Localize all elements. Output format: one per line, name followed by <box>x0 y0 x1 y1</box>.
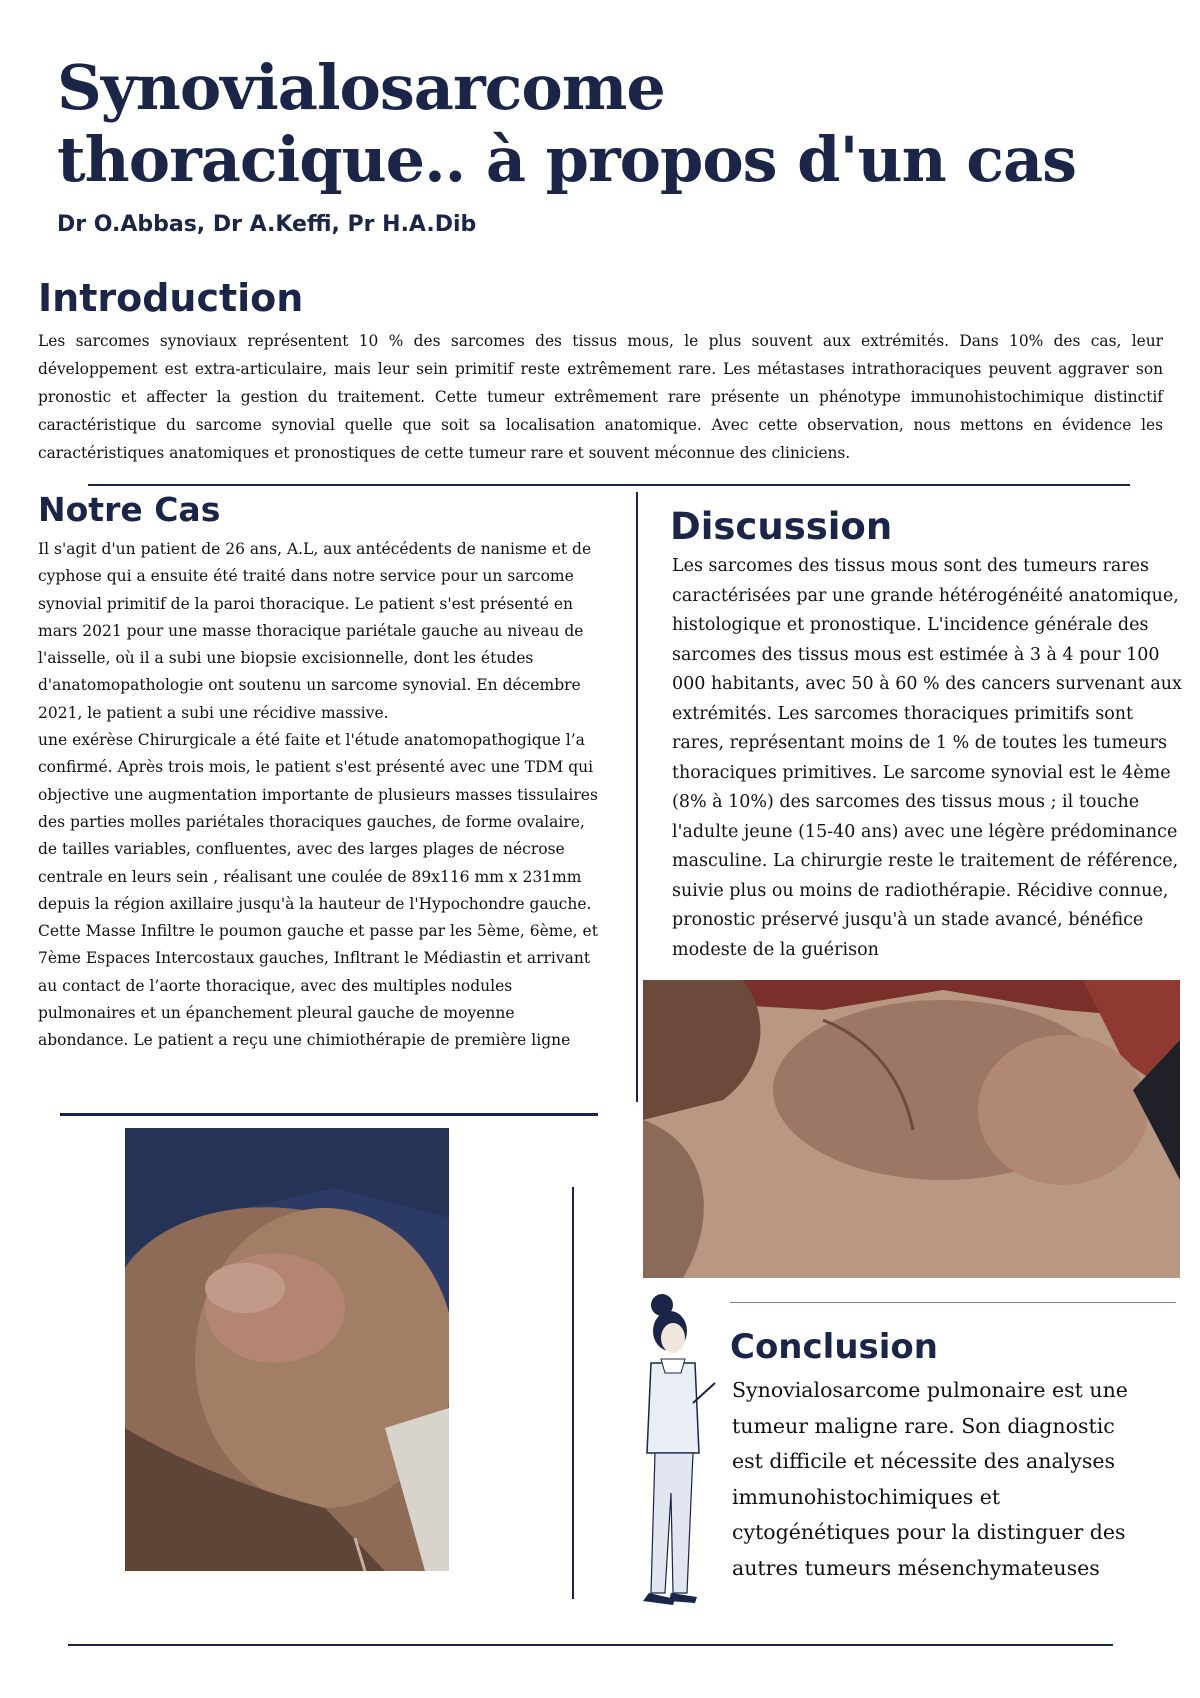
introduction-heading: Introduction <box>38 276 304 320</box>
clinical-photo-left-image <box>125 1128 449 1571</box>
introduction-text: Les sarcomes synoviaux représentent 10 % des sarcomes des tissus mous, le plus souvent aux extrémités. Dans 10% des cas, leur développement est extra-articulaire, mais leur sein primitif reste extrêmement rare. Les métastases intrathoraciques peuvent aggraver son pronostic et affecter la gestion du traitement. Cette tumeur extrêmement rare présente un phénotype immunohistochimique distinctif caractéristique du sarcome synovial quelle que soit sa localisation anatomique. Avec cette observation, nous mettons en évidence les caractéristiques anatomiques et pronostiques de cette tumeur rare et souvent méconnue des cliniciens. <box>38 332 1163 462</box>
divider-conclusion <box>730 1302 1176 1303</box>
case-heading: Notre Cas <box>38 490 221 529</box>
clinical-photo-right-image <box>643 980 1180 1278</box>
discussion-text: Les sarcomes des tissus mous sont des tumeurs rares caractérisées par une grande hétérogénéité anatomique, histologique et pronostique. L'incidence générale des sarcomes des tissus mous est estimée à 3 à 4 pour 100 000 habitants, avec 50 à 60 % des cancers survenant aux extrémités. Les sarcomes thoraciques primitifs sont rares, représentant moins de 1 % de toutes les tumeurs thoraciques primitives. Le sarcome synovial est le 4ème (8% à 10%) des sarcomes des tissus mous ; il touche l'adulte jeune (15-40 ans) avec une légère prédominance masculine. La chirurgie reste le traitement de référence, suivie plus ou moins de radiothérapie. Récidive connue, pronostic préservé jusqu'à un stade avancé, bénéfice modeste de la guérison <box>672 556 1182 960</box>
case-text-paragraph-1: Il s'agit d'un patient de 26 ans, A.L, aux antécédents de nanisme et de cyphose qui a ensuite été traité dans notre service pour un sarcome synovial primitif de la paroi thoracique. Le patient s'est présenté en mars 2021 pour une masse thoracique pariétale gauche au niveau de l'aisselle, où il a subi une biopsie excisionnelle, dont les études d'anatomopathologie ont soutenu un sarcome synovial. En décembre 2021, le patient a subi une récidive massive. <box>38 540 592 722</box>
clinical-photo-left <box>125 1128 449 1571</box>
divider-case <box>60 1113 598 1116</box>
conclusion-text: Synovialosarcome pulmonaire est une tumeur maligne rare. Son diagnostic est difficile et nécessite des analyses immunohistochimiques et cytogénétiques pour la distinguer des autres tumeurs mésenchymateuses <box>732 1378 1128 1580</box>
authors: Dr O.Abbas, Dr A.Keffi, Pr H.A.Dib <box>57 212 477 237</box>
poster-title <box>57 52 1076 196</box>
divider-column <box>636 492 638 1102</box>
case-text-block <box>38 536 608 1055</box>
discussion-heading: Discussion <box>670 505 893 548</box>
divider-vertical-lower <box>572 1187 574 1599</box>
title-line-1: Synovialosarcome <box>57 51 665 124</box>
divider-bottom <box>68 1644 1113 1646</box>
doctor-illustration-svg <box>615 1293 725 1613</box>
title-line-2: thoracique.. à propos d'un cas <box>57 123 1077 196</box>
doctor-illustration <box>615 1293 725 1613</box>
divider-intro <box>88 484 1130 486</box>
case-text-paragraph-2: une exérèse Chirurgicale a été faite et l'étude anatomopathogique l’a confirmé. Après trois mois, le patient s'est présenté avec une TDM qui objective une augmentation importante de plusieurs masses tissulaires des parties molles pariétales thoraciques gauches, de forme ovalaire, de tailles variables, confluentes, avec des larges plages de nécrose centrale en leurs sein , réalisant une coulée de 89x116 mm x 231mm depuis la région axillaire jusqu'à la hauteur de l'Hypochondre gauche. Cette Masse Infiltre le poumon gauche et passe par les 5ème, 6ème, et 7ème Espaces Intercostaux gauches, Infltrant le Médiastin et arrivant au contact de l’aorte thoracique, avec des multiples nodules pulmonaires et un épanchement pleural gauche de moyenne abondance. Le patient a reçu une chimiothérapie de première ligne <box>38 731 598 1050</box>
conclusion-heading: Conclusion <box>730 1327 938 1367</box>
clinical-photo-right <box>643 980 1180 1278</box>
